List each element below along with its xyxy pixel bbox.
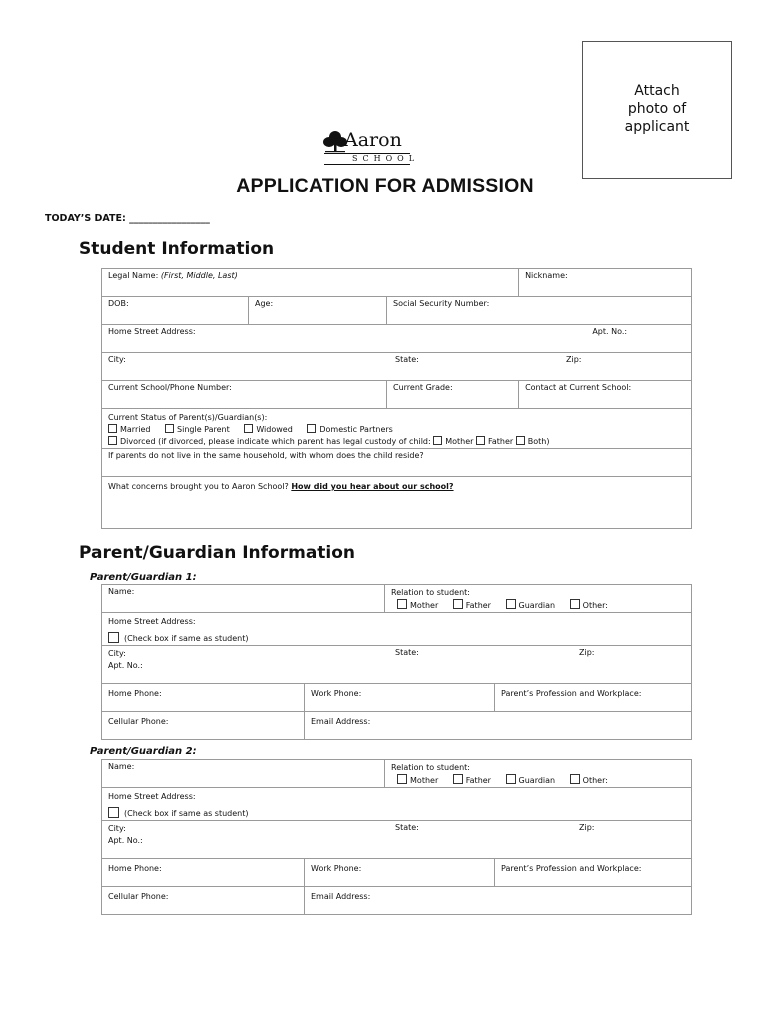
checkbox-icon[interactable] (307, 424, 316, 433)
city-label: City: (108, 649, 126, 658)
zip-label: Zip: (579, 648, 595, 657)
household-label: If parents do not live in the same household, with whom does the child reside? (108, 451, 424, 460)
checkbox-icon[interactable] (397, 774, 407, 784)
apt-label: Apt. No.: (592, 327, 628, 336)
parent-2-city-field[interactable] (102, 821, 692, 859)
nickname-field[interactable] (519, 269, 692, 297)
state-label: State: (395, 823, 419, 832)
name-label: Name: (108, 587, 135, 596)
status-single-parent[interactable]: Single Parent (165, 425, 230, 434)
checkbox-icon[interactable] (453, 774, 463, 784)
parent-2-cell[interactable]: Cellular Phone: (102, 887, 305, 915)
current-school-label: Current School/Phone Number: (108, 383, 232, 392)
school-logo (322, 129, 420, 165)
parent-1-relation (385, 585, 692, 613)
parent-2-email[interactable]: Email Address: (305, 887, 692, 915)
relation-guardian[interactable]: Guardian (506, 776, 556, 785)
legal-name-field[interactable] (102, 269, 519, 297)
checkbox-icon[interactable] (244, 424, 253, 433)
age-field[interactable] (249, 297, 387, 325)
status-married[interactable]: Married (108, 425, 150, 434)
dob-label: DOB: (108, 299, 129, 308)
section-parent-heading: Parent/Guardian Information (79, 543, 356, 563)
checkbox-icon[interactable] (516, 436, 525, 445)
custody-mother[interactable]: Mother (433, 437, 473, 446)
parent-2-relation (385, 760, 692, 788)
parent-1-work-phone[interactable]: Work Phone: (305, 684, 495, 712)
custody-father[interactable]: Father (476, 437, 513, 446)
checkbox-icon[interactable] (476, 436, 485, 445)
parent-1-profession[interactable]: Parent’s Profession and Workplace: (495, 684, 692, 712)
state-label: State: (395, 648, 419, 657)
legal-name-hint: (First, Middle, Last) (160, 271, 238, 280)
current-grade-label: Current Grade: (393, 383, 453, 392)
age-label: Age: (255, 299, 274, 308)
city-label: City: (108, 824, 126, 833)
household-field[interactable] (102, 449, 692, 477)
ssn-label: Social Security Number: (393, 299, 490, 308)
same-as-student[interactable]: (Check box if same as student) (108, 632, 691, 645)
parent-1-table (101, 584, 692, 740)
home-address-label: Home Street Address: (108, 327, 196, 336)
checkbox-icon[interactable] (397, 599, 407, 609)
status-domestic-partners[interactable]: Domestic Partners (307, 425, 392, 434)
parent-1-label: Parent/Guardian 1: (90, 572, 197, 583)
relation-other[interactable]: Other: (570, 776, 608, 785)
page-title: APPLICATION FOR ADMISSION (236, 175, 534, 197)
hear-label: How did you hear about our school? (291, 482, 454, 491)
checkbox-icon[interactable] (108, 436, 117, 445)
zip-label: Zip: (579, 823, 595, 832)
relation-label: Relation to student: (391, 588, 470, 597)
parent-1-home-phone[interactable]: Home Phone: (102, 684, 305, 712)
checkbox-icon[interactable] (433, 436, 442, 445)
status-widowed[interactable]: Widowed (244, 425, 292, 434)
concerns-field[interactable] (102, 477, 692, 529)
parent-1-city-field[interactable] (102, 646, 692, 684)
logo-name: Aaron (344, 129, 402, 151)
legal-name-label: Legal Name: (108, 271, 159, 280)
city-label: City: (108, 355, 126, 364)
checkbox-icon[interactable] (506, 774, 516, 784)
relation-label: Relation to student: (391, 763, 470, 772)
relation-father[interactable]: Father (453, 776, 491, 785)
relation-mother[interactable]: Mother (397, 601, 438, 610)
relation-father[interactable]: Father (453, 601, 491, 610)
parent-1-email[interactable]: Email Address: (305, 712, 692, 740)
parent-2-address-field[interactable] (102, 788, 692, 821)
custody-both[interactable]: Both) (516, 437, 550, 446)
status-divorced[interactable]: Divorced (if divorced, please indicate which parent has legal custody of child: (108, 437, 431, 446)
parent-1-name-field[interactable] (102, 585, 385, 613)
state-label: State: (395, 355, 419, 364)
parent-status-field (102, 409, 692, 449)
apt-label: Apt. No.: (108, 661, 143, 670)
checkbox-icon[interactable] (506, 599, 516, 609)
parent-2-name-field[interactable] (102, 760, 385, 788)
checkbox-icon[interactable] (453, 599, 463, 609)
status-label: Current Status of Parent(s)/Guardian(s): (108, 413, 268, 422)
checkbox-icon[interactable] (108, 632, 119, 643)
photo-box (582, 41, 732, 179)
ssn-field[interactable] (387, 297, 692, 325)
photo-box-line: Attach (634, 83, 680, 99)
parent-1-address-field[interactable] (102, 613, 692, 646)
nickname-label: Nickname: (525, 271, 568, 280)
same-as-student[interactable]: (Check box if same as student) (108, 807, 691, 820)
home-address-field[interactable] (102, 325, 692, 353)
current-grade-field[interactable] (387, 381, 519, 409)
home-address-label: Home Street Address: (108, 792, 196, 801)
photo-box-line: applicant (624, 119, 690, 135)
home-address-label: Home Street Address: (108, 617, 196, 626)
parent-2-home-phone[interactable]: Home Phone: (102, 859, 305, 887)
student-info-table (101, 268, 692, 529)
checkbox-icon[interactable] (108, 807, 119, 818)
parent-2-label: Parent/Guardian 2: (90, 746, 197, 757)
relation-guardian[interactable]: Guardian (506, 601, 556, 610)
section-student-heading: Student Information (79, 239, 275, 259)
checkbox-icon[interactable] (165, 424, 174, 433)
parent-2-table (101, 759, 692, 915)
zip-label: Zip: (566, 355, 582, 364)
parent-2-work-phone[interactable]: Work Phone: (305, 859, 495, 887)
relation-mother[interactable]: Mother (397, 776, 438, 785)
todays-date: TODAY’S DATE: _________________ (45, 213, 210, 224)
checkbox-icon[interactable] (108, 424, 117, 433)
concerns-label: What concerns brought you to Aaron School? (108, 482, 289, 491)
logo-sub: SCHOOL (352, 154, 420, 163)
checkbox-icon[interactable] (570, 774, 580, 784)
parent-1-cell[interactable]: Cellular Phone: (102, 712, 305, 740)
dob-field[interactable] (102, 297, 249, 325)
contact-label: Contact at Current School: (525, 383, 632, 392)
contact-field[interactable] (519, 381, 692, 409)
parent-2-profession[interactable]: Parent’s Profession and Workplace: (495, 859, 692, 887)
apt-label: Apt. No.: (108, 836, 143, 845)
relation-other[interactable]: Other: (570, 601, 608, 610)
photo-box-line: photo of (627, 101, 687, 117)
name-label: Name: (108, 762, 135, 771)
city-state-zip-field[interactable] (102, 353, 692, 381)
checkbox-icon[interactable] (570, 599, 580, 609)
current-school-field[interactable] (102, 381, 387, 409)
